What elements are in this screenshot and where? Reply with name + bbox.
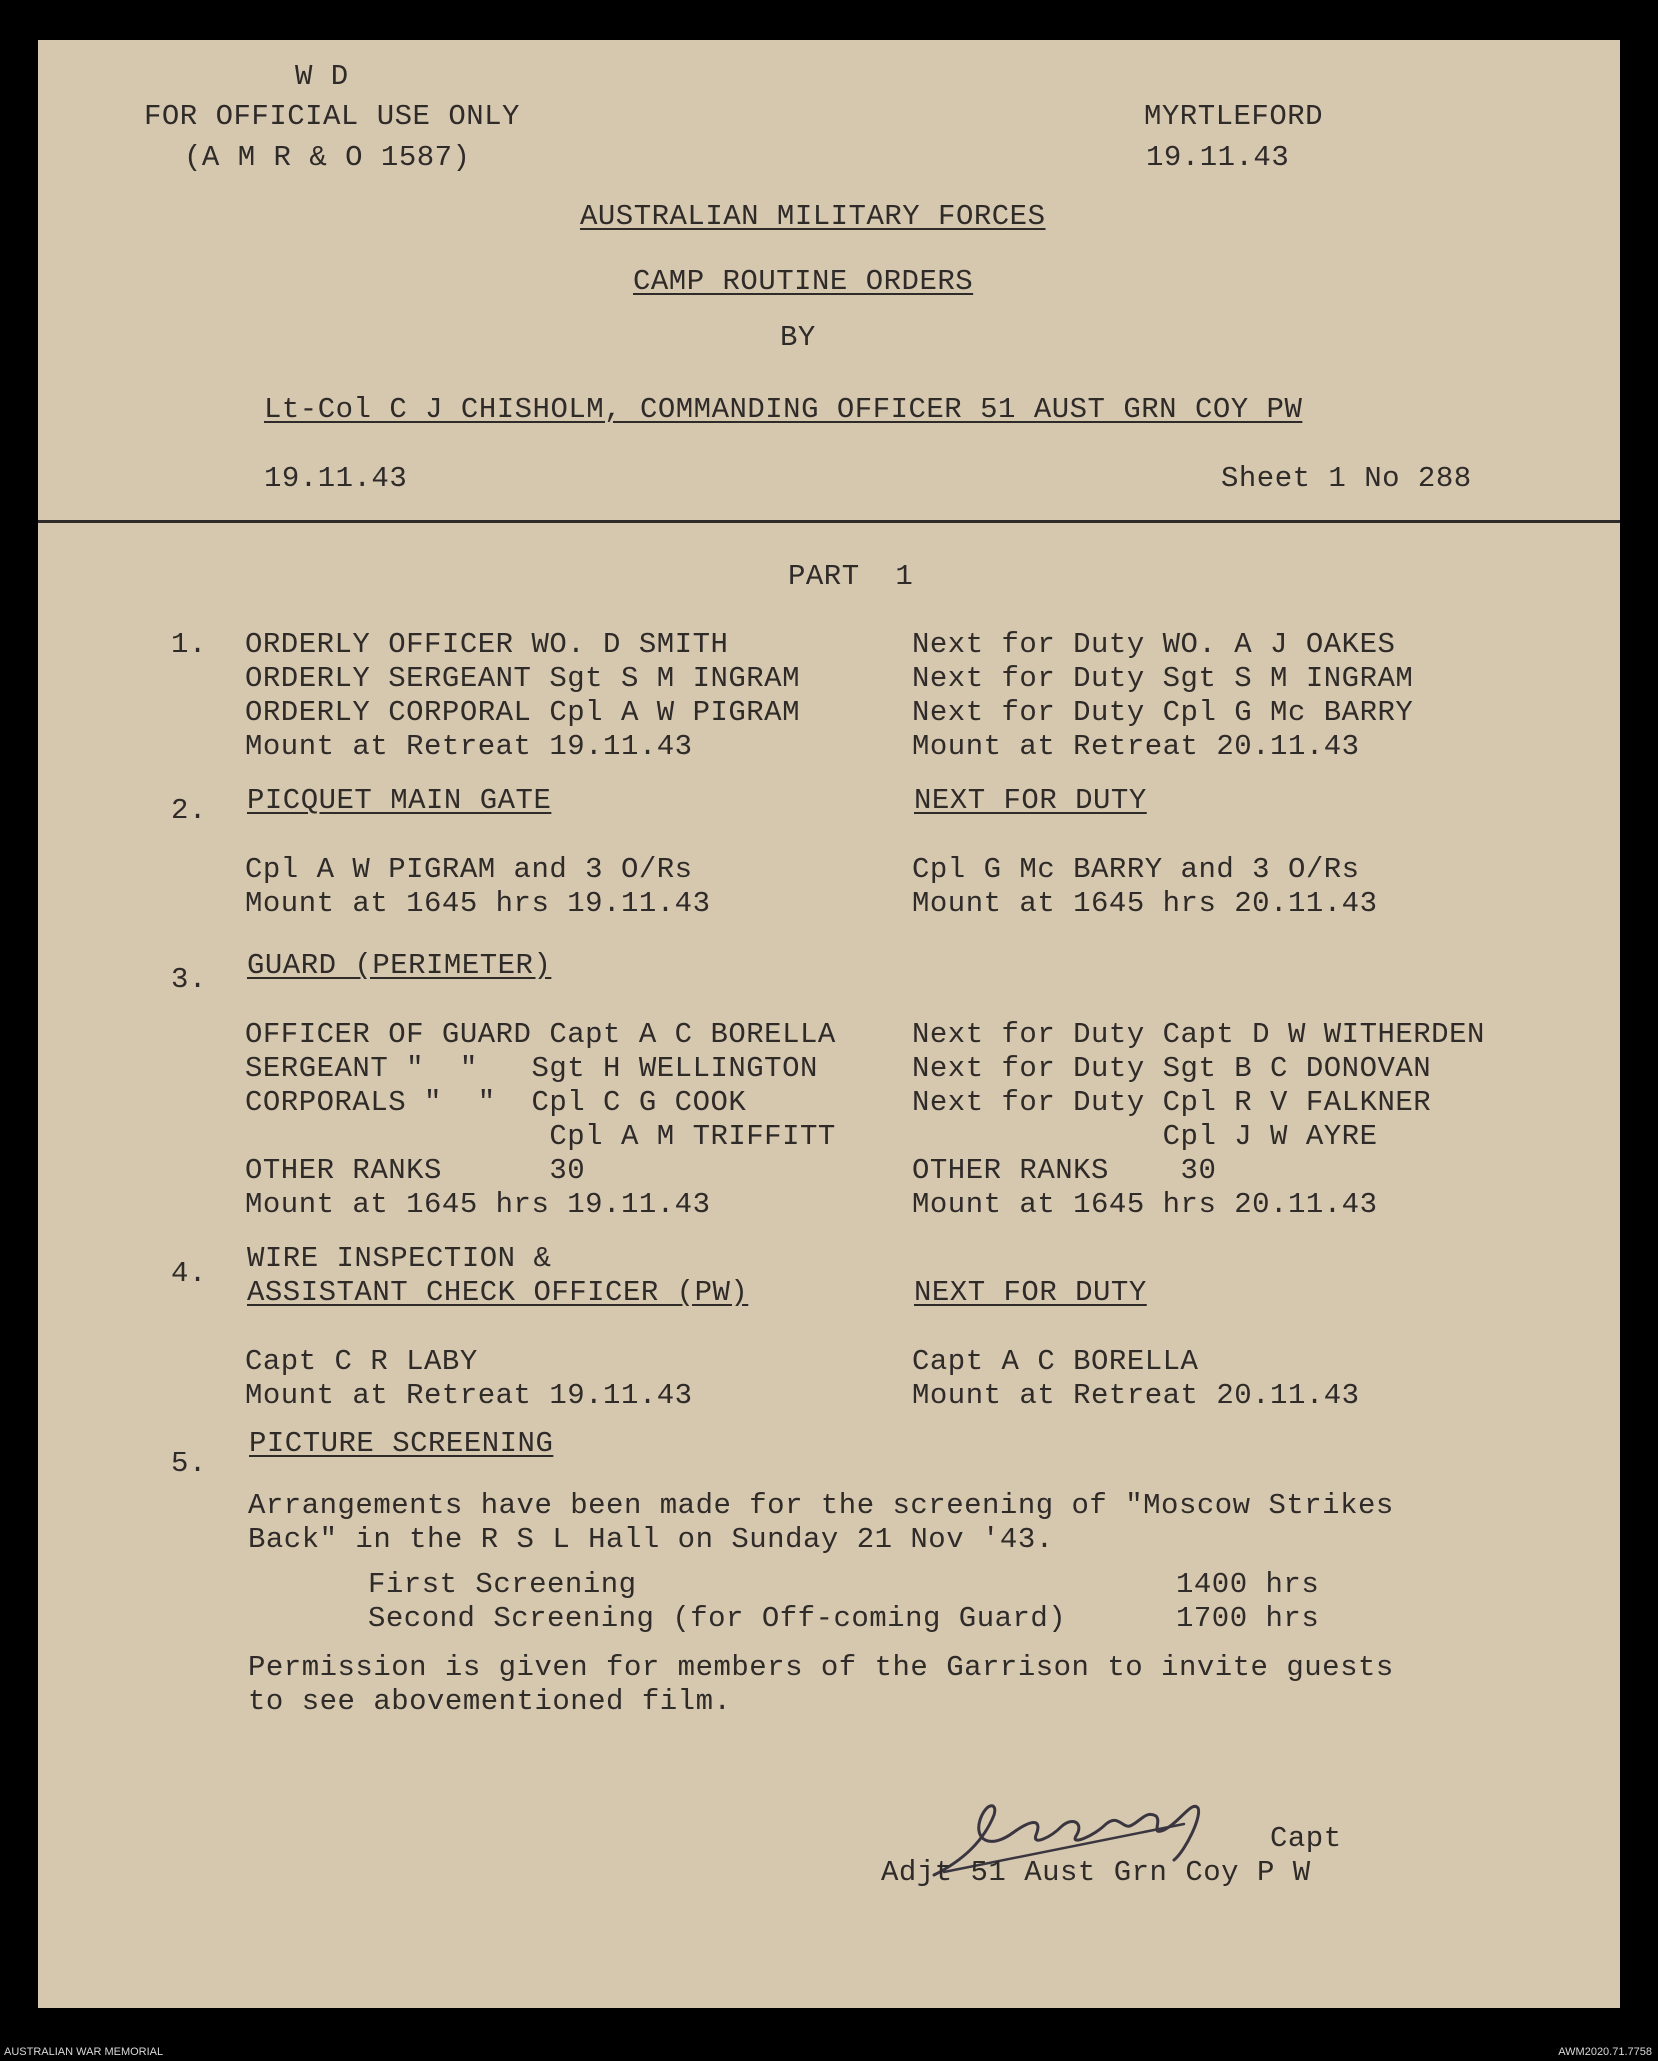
signatory-title: Adjt 51 Aust Grn Coy P W [881,1856,1311,1889]
form-reference: (A M R & O 1587) [184,141,471,174]
footer-accession-number: AWM2020.71.7758 [1558,2046,1652,2058]
item-5-number: 5. [171,1447,207,1480]
item-4-right-line: Capt A C BORELLA [912,1345,1199,1378]
item-1-left-line: ORDERLY CORPORAL Cpl A W PIGRAM [245,696,800,729]
footer-source: AUSTRALIAN WAR MEMORIAL [4,2046,164,2058]
place: MYRTLEFORD [1144,100,1324,133]
item-3-right-line: Mount at 1645 hrs 20.11.43 [912,1188,1378,1221]
item-2-right-line: Cpl G Mc BARRY and 3 O/Rs [912,853,1360,886]
item-5-heading: PICTURE SCREENING [249,1427,554,1460]
document-page [38,40,1620,2008]
item-2-left-line: Mount at 1645 hrs 19.11.43 [245,887,711,920]
item-1-right-line: Next for Duty WO. A J OAKES [912,628,1396,661]
divider-rule [38,520,1620,523]
screening-time: 1700 hrs [1176,1602,1320,1635]
wd-mark: W D [295,60,349,93]
item-4-right-line: Mount at Retreat 20.11.43 [912,1379,1360,1412]
signatory-rank: Capt [1270,1822,1342,1855]
item-3-left-line: SERGEANT " " Sgt H WELLINGTON [245,1052,818,1085]
item-2-next-heading: NEXT FOR DUTY [914,784,1147,817]
item-1-left-line: ORDERLY OFFICER WO. D SMITH [245,628,729,661]
item-3-right-line: Next for Duty Cpl R V FALKNER [912,1086,1432,1119]
item-3-left-line: OFFICER OF GUARD Capt A C BORELLA [245,1018,836,1051]
item-4-heading: WIRE INSPECTION & [247,1242,552,1275]
item-4-left-line: Capt C R LABY [245,1345,478,1378]
item-3-number: 3. [171,963,207,996]
item-5-paragraph: to see abovementioned film. [248,1685,732,1718]
item-1-left-line: Mount at Retreat 19.11.43 [245,730,693,763]
item-3-right-line: Cpl J W AYRE [912,1120,1378,1153]
item-3-left-line: Cpl A M TRIFFITT [245,1120,836,1153]
screening-time: 1400 hrs [1176,1568,1320,1601]
item-3-left-line: CORPORALS " " Cpl C G COOK [245,1086,747,1119]
item-3-right-line: Next for Duty Sgt B C DONOVAN [912,1052,1432,1085]
item-5-paragraph: Back" in the R S L Hall on Sunday 21 Nov '43. [248,1523,1054,1556]
item-1-right-line: Mount at Retreat 20.11.43 [912,730,1360,763]
item-5-paragraph: Arrangements have been made for the screening of "Moscow Strikes [248,1489,1394,1522]
item-3-left-line: Mount at 1645 hrs 19.11.43 [245,1188,711,1221]
item-2-number: 2. [171,794,207,827]
order-date: 19.11.43 [264,462,408,495]
item-1-number: 1. [171,628,207,661]
item-3-left-line: OTHER RANKS 30 [245,1154,586,1187]
part-heading: PART 1 [788,560,914,593]
item-2-heading: PICQUET MAIN GATE [247,784,552,817]
screening-label: First Screening [368,1568,637,1601]
item-4-left-line: Mount at Retreat 19.11.43 [245,1379,693,1412]
item-2-right-line: Mount at 1645 hrs 20.11.43 [912,887,1378,920]
classification: FOR OFFICIAL USE ONLY [144,100,520,133]
item-1-right-line: Next for Duty Sgt S M INGRAM [912,662,1414,695]
item-3-heading: GUARD (PERIMETER) [247,949,552,982]
item-1-left-line: ORDERLY SERGEANT Sgt S M INGRAM [245,662,800,695]
place-date: 19.11.43 [1146,141,1290,174]
screening-label: Second Screening (for Off-coming Guard) [368,1602,1067,1635]
document-subtitle: CAMP ROUTINE ORDERS [633,265,974,298]
document-title: AUSTRALIAN MILITARY FORCES [580,200,1046,233]
item-3-right-line: OTHER RANKS 30 [912,1154,1217,1187]
item-2-left-line: Cpl A W PIGRAM and 3 O/Rs [245,853,693,886]
item-4-next-heading: NEXT FOR DUTY [914,1276,1147,1309]
sheet-number: Sheet 1 No 288 [1221,462,1472,495]
item-5-paragraph: Permission is given for members of the Garrison to invite guests [248,1651,1394,1684]
item-4-heading: ASSISTANT CHECK OFFICER (PW) [247,1276,749,1309]
by-label: BY [780,321,816,354]
item-1-right-line: Next for Duty Cpl G Mc BARRY [912,696,1414,729]
issuer: Lt-Col C J CHISHOLM, COMMANDING OFFICER 51 AUST GRN COY PW [264,393,1303,426]
item-4-number: 4. [171,1257,207,1290]
item-3-right-line: Next for Duty Capt D W WITHERDEN [912,1018,1485,1051]
